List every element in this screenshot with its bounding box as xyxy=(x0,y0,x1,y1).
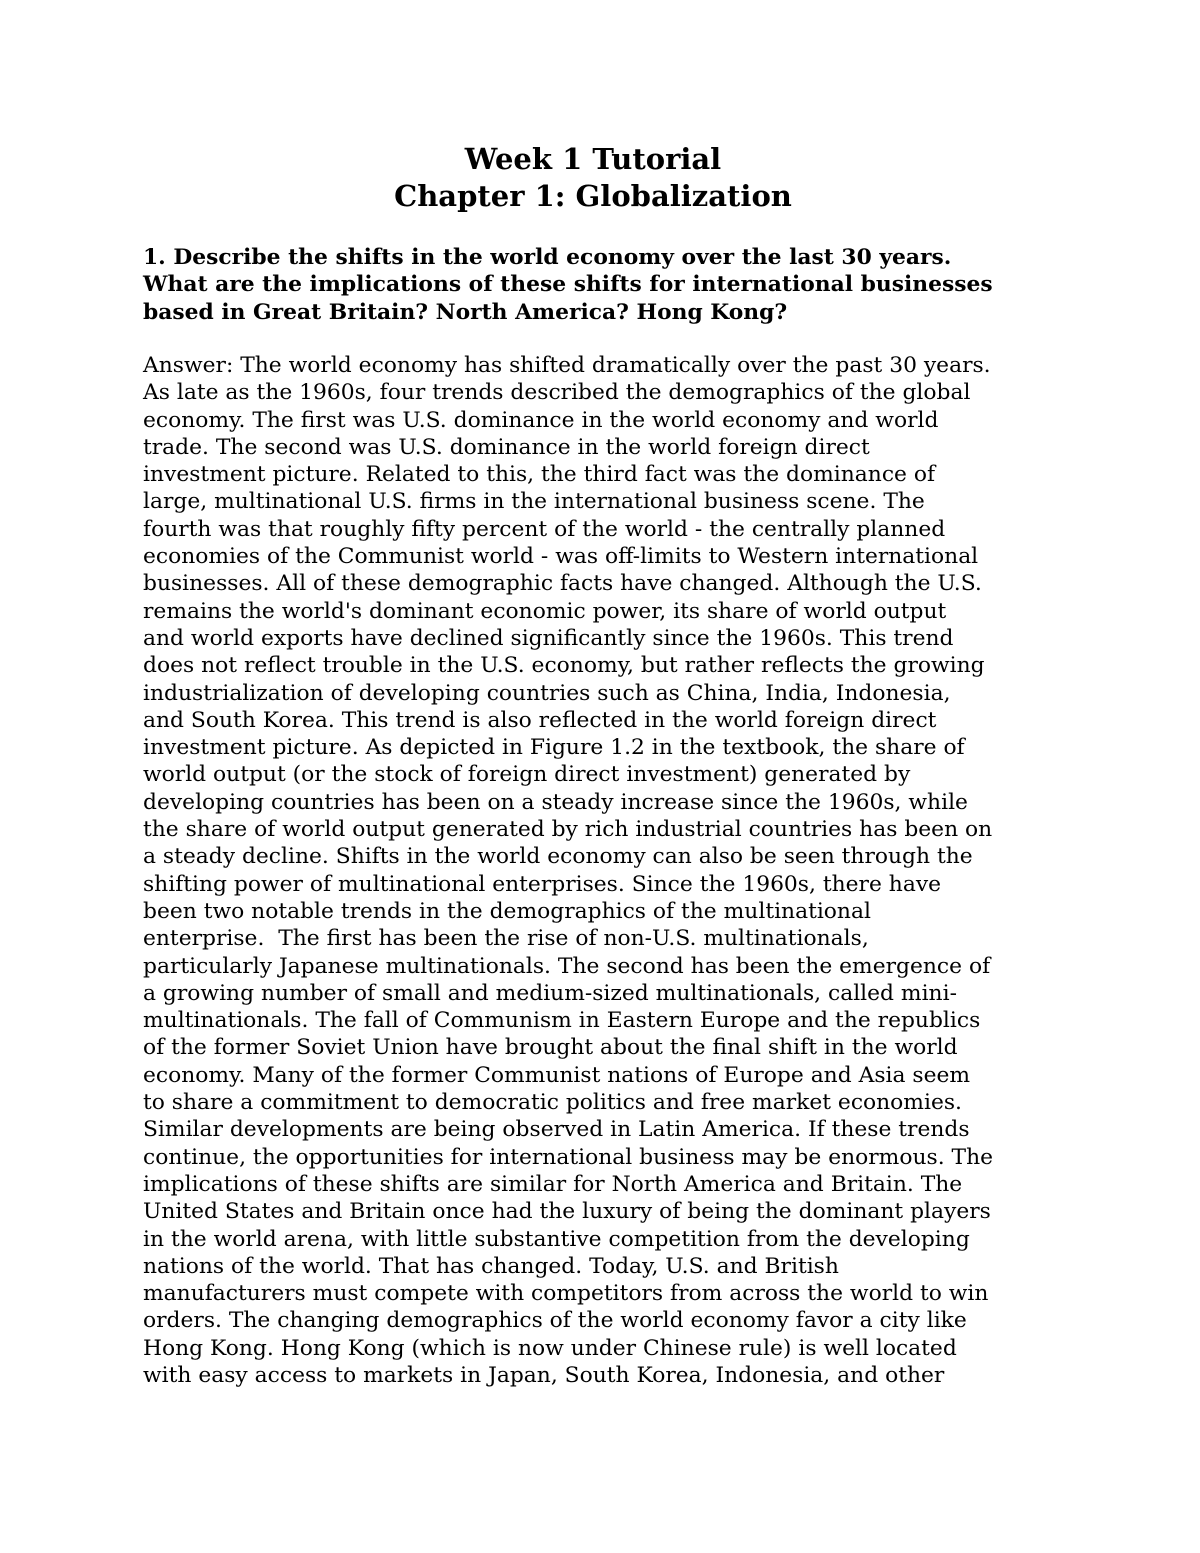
answer-line: particularly Japanese multinationals. The second has been the emergence of xyxy=(143,953,991,979)
answer-line: developing countries has been on a steady increase since the 1960s, while xyxy=(143,789,968,815)
answer-line: shifting power of multinational enterprises. Since the 1960s, there have xyxy=(143,871,942,897)
answer-line: manufacturers must compete with competitors from across the world to win xyxy=(143,1281,989,1307)
answer-line: and world exports have declined significantly since the 1960s. This trend xyxy=(143,625,954,651)
answer-line: As late as the 1960s, four trends described the demographics of the global xyxy=(143,380,971,406)
answer-line: orders. The changing demographics of the world economy favor a city like xyxy=(143,1308,967,1334)
answer-line: businesses. All of these demographic facts have changed. Although the U.S. xyxy=(143,571,982,597)
answer-line: economy. Many of the former Communist nations of Europe and Asia seem xyxy=(143,1062,971,1088)
answer-line: nations of the world. That has changed. Today, U.S. and British xyxy=(143,1253,839,1279)
answer-line: multinationals. The fall of Communism in Eastern Europe and the republics xyxy=(143,1008,981,1034)
answer-line: fourth was that roughly fifty percent of the world - the centrally planned xyxy=(143,516,946,542)
answer-line: a steady decline. Shifts in the world economy can also be seen through the xyxy=(143,844,973,870)
answer-line: been two notable trends in the demographics of the multinational xyxy=(143,898,871,924)
answer-line: does not reflect trouble in the U.S. economy, but rather reflects the growing xyxy=(143,653,985,679)
answer-line: economies of the Communist world - was off-limits to Western international xyxy=(143,544,979,570)
question-line: What are the implications of these shifts for international businesses xyxy=(143,272,993,298)
answer-line: continue, the opportunities for international business may be enormous. The xyxy=(143,1144,994,1170)
answer-line: large, multinational U.S. firms in the international business scene. The xyxy=(143,489,925,515)
answer-line: trade. The second was U.S. dominance in the world foreign direct xyxy=(143,434,870,460)
answer-line: a growing number of small and medium-sized multinationals, called mini- xyxy=(143,980,957,1006)
answer-line: investment picture. As depicted in Figure 1.2 in the textbook, the share of xyxy=(143,735,965,761)
answer-line: with easy access to markets in Japan, South Korea, Indonesia, and other xyxy=(143,1362,945,1388)
answer-line: to share a commitment to democratic politics and free market economies. xyxy=(143,1090,962,1116)
title-block xyxy=(0,141,1186,215)
answer-line: investment picture. Related to this, the third fact was the dominance of xyxy=(143,462,936,488)
answer-line: Similar developments are being observed in Latin America. If these trends xyxy=(143,1117,970,1143)
answer-line: enterprise. The first has been the rise of non-U.S. multinationals, xyxy=(143,926,869,952)
answer-line: implications of these shifts are similar for North America and Britain. The xyxy=(143,1171,963,1197)
answer-line: industrialization of developing countries such as China, India, Indonesia, xyxy=(143,680,951,706)
page-title: Week 1 Tutorial xyxy=(464,142,722,176)
answer-paragraph xyxy=(143,352,1073,1389)
answer-line: economy. The first was U.S. dominance in the world economy and world xyxy=(143,407,939,433)
answer-line: of the former Soviet Union have brought about the final shift in the world xyxy=(143,1035,958,1061)
answer-line: world output (or the stock of foreign direct investment) generated by xyxy=(143,762,911,788)
answer-line: and South Korea. This trend is also reflected in the world foreign direct xyxy=(143,707,937,733)
answer-line: in the world arena, with little substantive competition from the developing xyxy=(143,1226,970,1252)
question-line: 1. Describe the shifts in the world economy over the last 30 years. xyxy=(143,245,952,270)
question-paragraph xyxy=(143,244,1073,326)
page-subtitle: Chapter 1: Globalization xyxy=(394,179,792,213)
question-line: based in Great Britain? North America? Hong Kong? xyxy=(143,299,788,325)
answer-line: United States and Britain once had the luxury of being the dominant players xyxy=(143,1199,991,1225)
answer-line: Answer: The world economy has shifted dramatically over the past 30 years. xyxy=(143,353,991,378)
answer-line: Hong Kong. Hong Kong (which is now under Chinese rule) is well located xyxy=(143,1335,957,1361)
answer-line: the share of world output generated by rich industrial countries has been on xyxy=(143,817,993,843)
answer-line: remains the world's dominant economic power, its share of world output xyxy=(143,598,947,624)
